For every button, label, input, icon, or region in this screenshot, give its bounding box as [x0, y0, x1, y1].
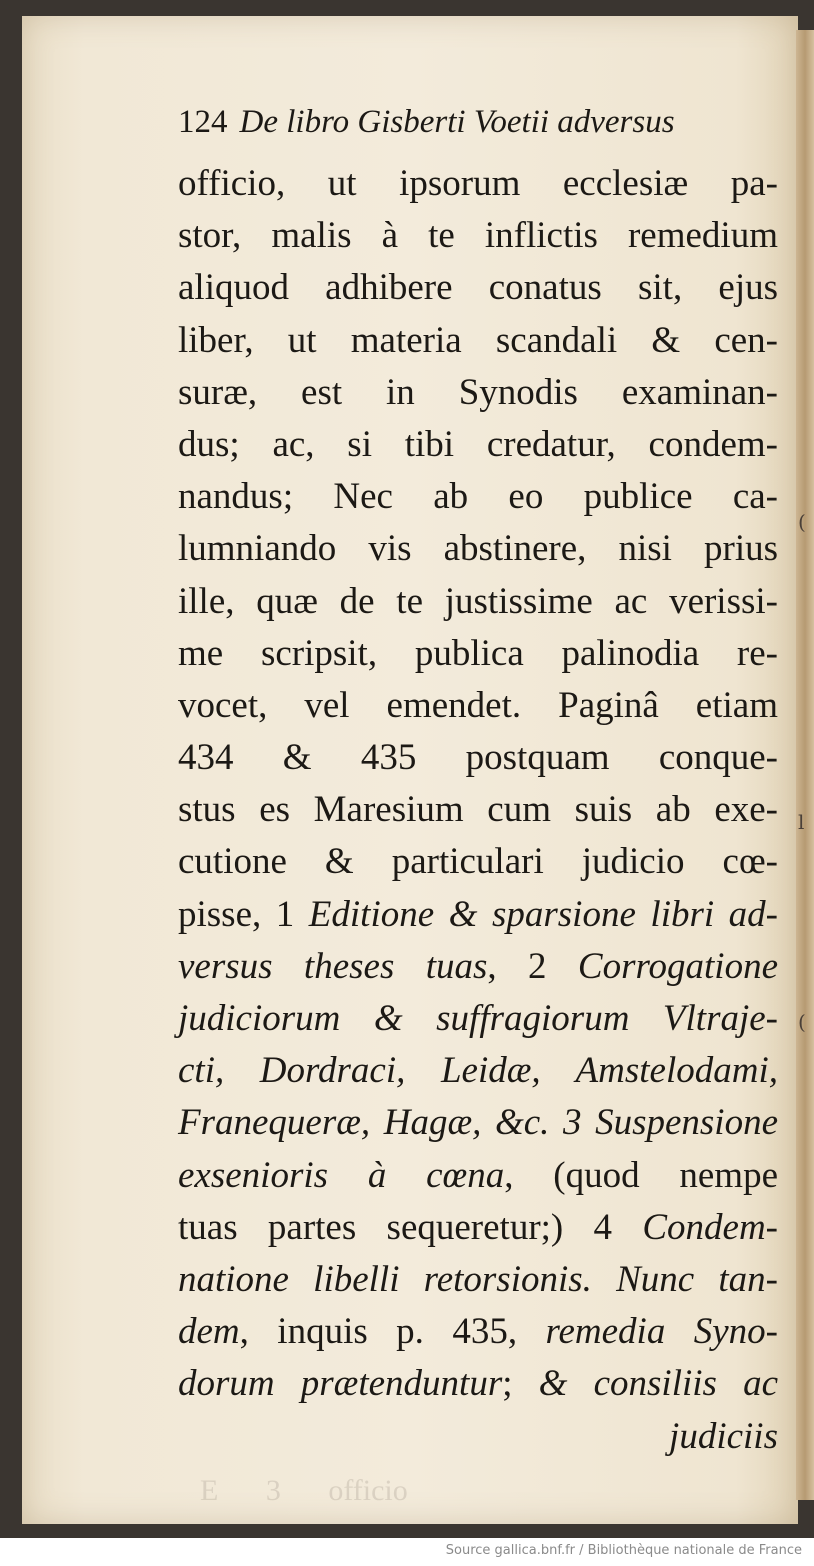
source-credit: Source gallica.bnf.fr / Bibliothèque nationale de France — [445, 1543, 802, 1558]
text-line — [178, 1306, 778, 1358]
footer-bar — [0, 1538, 814, 1566]
facing-page-edge: ( l ( — [796, 30, 814, 1500]
text-line — [178, 1097, 778, 1149]
text-line — [178, 262, 778, 314]
running-title: De libro Gisberti Voetii adversus — [239, 104, 675, 140]
text-line — [178, 680, 778, 732]
italic-text: Corrogatione — [577, 945, 778, 987]
roman-text: vocet, vel emendet. Paginâ etiam — [178, 684, 778, 726]
roman-text: pisse, 1 — [178, 893, 309, 935]
roman-text: , 2 — [487, 945, 578, 987]
roman-text: lumniando vis abstinere, nisi prius — [178, 528, 778, 570]
italic-text: dem — [178, 1311, 240, 1353]
text-line — [178, 158, 778, 210]
roman-text: aliquod adhibere conatus sit, ejus — [178, 267, 778, 309]
italic-text: Condem- — [642, 1206, 778, 1248]
text-line — [178, 367, 778, 419]
text-line — [178, 471, 778, 523]
roman-text: liber, ut materia scandali & cen- — [178, 319, 778, 361]
italic-text: judiciis — [669, 1415, 778, 1457]
italic-text: judiciorum & suffragiorum Vltraje- — [178, 998, 778, 1039]
roman-text: me scripsit, publica palinodia re- — [178, 632, 778, 674]
roman-text: suræ, est in Synodis examinan- — [178, 371, 778, 413]
italic-text: Franequeræ, Hagæ, &c. 3 Suspensione — [178, 1102, 778, 1144]
text-line — [178, 523, 778, 575]
text-line — [178, 889, 778, 941]
text-line — [178, 1254, 778, 1306]
roman-text: stor, malis à te inflictis remedium — [178, 215, 778, 257]
text-line — [178, 732, 778, 784]
italic-text: dorum prætenduntur — [178, 1363, 503, 1405]
text-line — [178, 210, 778, 262]
text-line — [178, 941, 778, 993]
italic-text: remedia Syno- — [545, 1311, 778, 1353]
roman-text: ille, quæ de te justissime ac verissi- — [178, 580, 778, 622]
text-line — [178, 1202, 778, 1254]
roman-text: stus es Maresium cum suis ab exe- — [178, 789, 778, 831]
text-line — [178, 1358, 778, 1410]
roman-text: dus; ac, si tibi credatur, condem- — [178, 423, 778, 465]
roman-text: nandus; Nec ab eo publice ca- — [178, 476, 778, 518]
show-through-text: E 3 officio — [200, 1474, 408, 1507]
text-line — [178, 1045, 778, 1097]
roman-text: officio, ut ipsorum ecclesiæ pa- — [178, 163, 778, 204]
roman-text: ; — [502, 1363, 539, 1405]
italic-text: natione libelli retorsionis. Nunc tan- — [178, 1258, 778, 1300]
italic-text: exsenioris à cœna — [178, 1154, 505, 1196]
text-line — [178, 315, 778, 367]
italic-text: cti, Dordraci, Leidæ, Amstelodami, — [178, 1050, 778, 1092]
text-line — [178, 1411, 778, 1463]
text-line — [178, 1150, 778, 1202]
body-text — [178, 158, 778, 1463]
italic-text: versus theses tuas — [178, 945, 488, 987]
text-line — [178, 836, 778, 888]
italic-text: & consiliis ac — [538, 1363, 779, 1405]
text-line — [178, 419, 778, 471]
page-number: 124 — [178, 104, 228, 140]
italic-text: Editione & sparsione libri ad- — [308, 893, 778, 935]
roman-text: , (quod nempe — [504, 1154, 779, 1196]
text-line — [178, 576, 778, 628]
text-line — [178, 628, 778, 680]
roman-text: tuas partes sequeretur;) 4 — [178, 1206, 643, 1248]
text-line — [178, 993, 778, 1045]
text-line — [178, 784, 778, 836]
roman-text: cutione & particulari judicio cœ- — [178, 841, 778, 883]
roman-text: 434 & 435 postquam conque- — [178, 737, 778, 779]
roman-text: , inquis p. 435, — [239, 1311, 546, 1353]
running-header — [178, 104, 778, 141]
